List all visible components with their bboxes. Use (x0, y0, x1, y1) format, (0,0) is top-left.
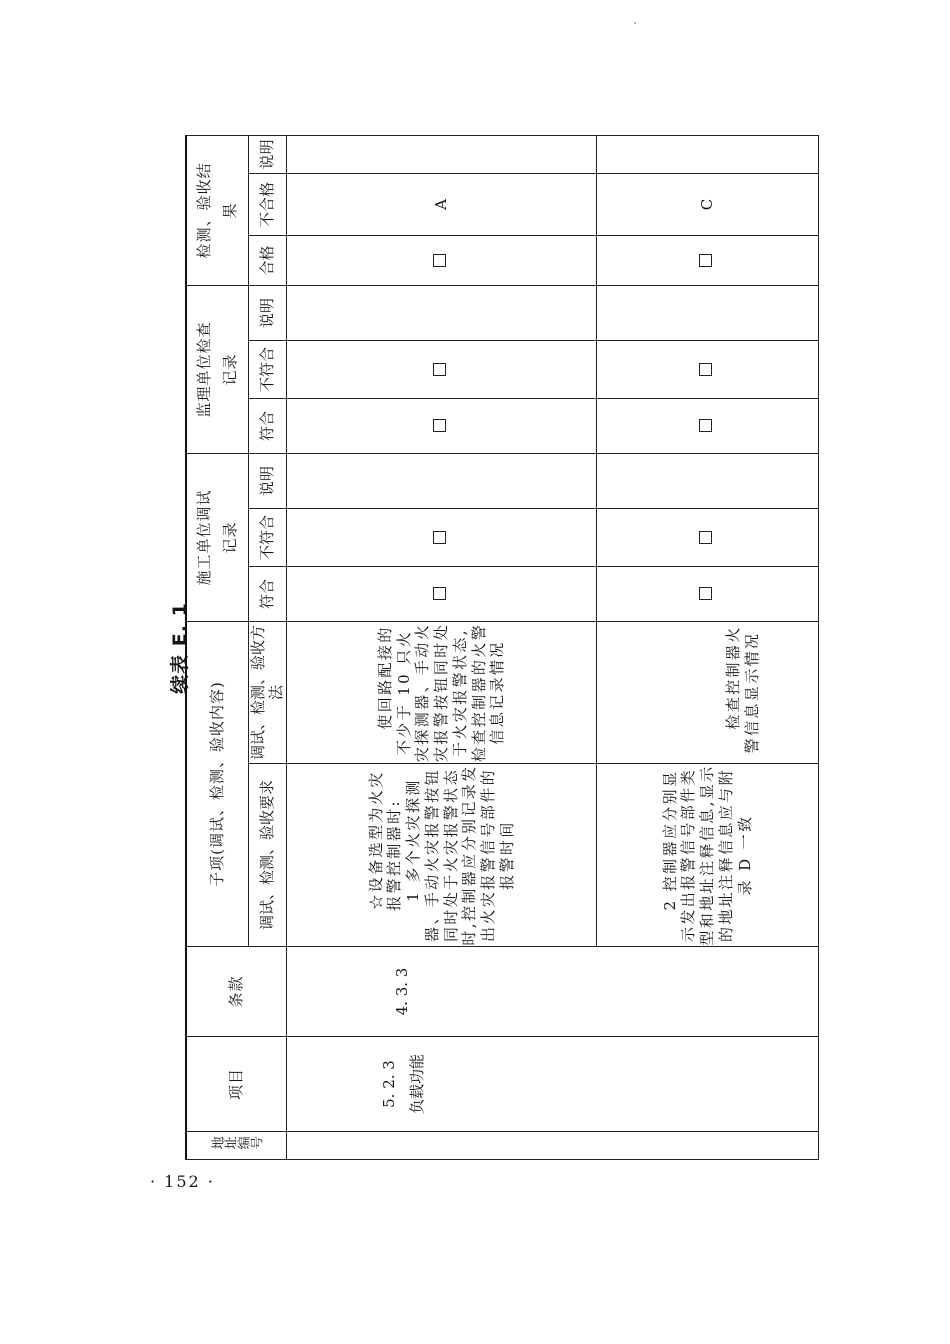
unqualified-grade-2: C (597, 173, 819, 235)
requirement-cell-2 (597, 764, 819, 947)
checkbox[interactable] (699, 363, 712, 376)
header-supervisor-noncomply: 不符合 (248, 340, 287, 398)
item-name: 负载功能 (407, 1054, 426, 1115)
method-1-text: 使回路配接的不少于 10 只火灾探测器、手动火灾报警按钮同时处于火灾报警状态,检查控制器的火警信息记录情况 (375, 622, 507, 763)
inspection-note-1 (287, 135, 597, 173)
table-caption: 续表 E. 1 (169, 602, 191, 694)
header-contractor-noncomply: 不符合 (248, 509, 287, 567)
header-contractor: 施工单位调试记录 (186, 453, 248, 621)
header-inspection-note: 说明 (248, 135, 287, 173)
supervisor-note-1 (287, 285, 597, 340)
scan-speck (634, 22, 636, 24)
header-requirement: 调试、检测、验收要求 (248, 764, 287, 947)
header-supervisor: 监理单位检查记录 (186, 285, 248, 453)
method-cell-2 (597, 622, 819, 764)
contractor-comply-2[interactable] (597, 567, 819, 622)
clause-cell (287, 947, 819, 1037)
inspection-table (185, 136, 813, 1160)
clause-value: 4. 3. 3 (393, 967, 412, 1016)
unqualified-grade-1: A (287, 173, 597, 235)
checkbox[interactable] (433, 588, 446, 601)
contractor-noncomply-2[interactable] (597, 509, 819, 567)
rotated-page (160, 136, 761, 1160)
requirement-2-text: 2 控制器应分别显示发出报警信号部件类型和地址注释信息,显示的地址注释信息应与附录 D 一致 (660, 764, 754, 946)
header-contractor-comply: 符合 (248, 567, 287, 622)
checkbox[interactable] (433, 419, 446, 432)
contractor-note-2 (597, 453, 819, 508)
supervisor-noncomply-1[interactable] (287, 340, 597, 398)
header-inspection: 检测、验收结果 (186, 135, 248, 285)
requirement-cell-1 (287, 764, 597, 947)
qualified-2[interactable] (597, 235, 819, 285)
contractor-noncomply-1[interactable] (287, 509, 597, 567)
checkbox[interactable] (433, 531, 446, 544)
checkbox[interactable] (433, 363, 446, 376)
supervisor-note-2 (597, 285, 819, 340)
supervisor-comply-1[interactable] (287, 398, 597, 453)
qualified-1[interactable] (287, 235, 597, 285)
header-subitem: 子项(调试、检测、验收内容) (186, 622, 248, 947)
header-contractor-note: 说明 (248, 453, 287, 508)
item-code: 5. 2. 3 (379, 1060, 398, 1108)
supervisor-noncomply-2[interactable] (597, 340, 819, 398)
requirement-1-line-2: 1 多个火灾探测器、手动火灾报警按钮同时处于火灾报警状态时,控制器应分别记录发出火灾报警信号部件的报警时间 (404, 764, 516, 946)
method-cell-1 (287, 622, 597, 764)
requirement-1-line-1: ☆设备选型为火灾报警控制器时: (366, 770, 404, 911)
header-clause: 条款 (186, 947, 287, 1037)
supervisor-comply-2[interactable] (597, 398, 819, 453)
header-address-code: 地址编号 (186, 1132, 287, 1160)
header-supervisor-comply: 符合 (248, 398, 287, 453)
contractor-comply-1[interactable] (287, 567, 597, 622)
checkbox[interactable] (699, 254, 712, 267)
address-code-cell (287, 1132, 819, 1160)
header-qualified: 合格 (248, 235, 287, 285)
inspection-note-2 (597, 135, 819, 173)
item-cell (287, 1037, 819, 1132)
header-method: 调试、检测、验收方法 (248, 622, 287, 764)
header-supervisor-note: 说明 (248, 285, 287, 340)
checkbox[interactable] (433, 254, 446, 267)
method-2-text: 检查控制器火警信息显示情况 (723, 625, 761, 754)
checkbox[interactable] (699, 419, 712, 432)
checkbox[interactable] (699, 531, 712, 544)
checkbox[interactable] (699, 588, 712, 601)
contractor-note-1 (287, 453, 597, 508)
page-number: · 152 · (150, 1172, 215, 1191)
header-unqualified: 不合格 (248, 173, 287, 235)
header-item: 项目 (186, 1037, 287, 1132)
